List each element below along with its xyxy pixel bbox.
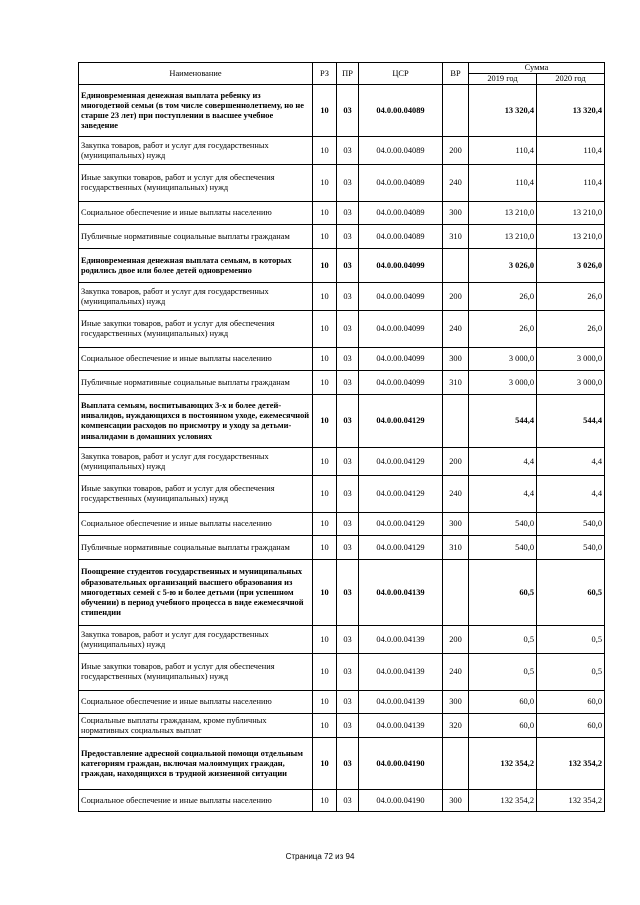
cell-pr: 03 [337, 202, 359, 225]
header-name: Наименование [79, 63, 313, 85]
cell-pr: 03 [337, 85, 359, 137]
cell-2019: 110,4 [469, 165, 537, 202]
cell-vr: 320 [443, 714, 469, 738]
cell-2019: 540,0 [469, 513, 537, 536]
cell-2019: 60,5 [469, 560, 537, 626]
header-pr: ПР [337, 63, 359, 85]
table-row [79, 536, 605, 560]
cell-pr: 03 [337, 790, 359, 812]
cell-2019: 4,4 [469, 476, 537, 513]
cell-2020: 3 000,0 [537, 348, 605, 371]
cell-2020: 13 320,4 [537, 85, 605, 137]
cell-2020: 0,5 [537, 626, 605, 654]
cell-csr: 04.0.00.04089 [359, 225, 443, 249]
cell-2020: 60,0 [537, 714, 605, 738]
cell-csr: 04.0.00.04139 [359, 691, 443, 714]
cell-rz: 10 [313, 560, 337, 626]
cell-name: Единовременная денежная выплата семьям, в которых родились двое или более детей одновременно [79, 249, 313, 283]
cell-pr: 03 [337, 448, 359, 476]
cell-rz: 10 [313, 714, 337, 738]
cell-2020: 132 354,2 [537, 738, 605, 790]
cell-2019: 13 210,0 [469, 225, 537, 249]
cell-vr: 300 [443, 790, 469, 812]
cell-name: Социальное обеспечение и иные выплаты населению [79, 691, 313, 714]
cell-pr: 03 [337, 714, 359, 738]
cell-2019: 3 000,0 [469, 371, 537, 395]
cell-name: Иные закупки товаров, работ и услуг для обеспечения государственных (муниципальных) нужд [79, 165, 313, 202]
cell-pr: 03 [337, 311, 359, 348]
cell-csr: 04.0.00.04129 [359, 536, 443, 560]
page-number: Страница 72 из 94 [285, 852, 355, 861]
cell-rz: 10 [313, 738, 337, 790]
cell-name: Иные закупки товаров, работ и услуг для обеспечения государственных (муниципальных) нужд [79, 311, 313, 348]
table-row [79, 202, 605, 225]
cell-csr: 04.0.00.04089 [359, 85, 443, 137]
cell-csr: 04.0.00.04089 [359, 202, 443, 225]
cell-pr: 03 [337, 348, 359, 371]
cell-rz: 10 [313, 371, 337, 395]
table-row [79, 476, 605, 513]
header-rz: РЗ [313, 63, 337, 85]
table-row [79, 165, 605, 202]
cell-pr: 03 [337, 560, 359, 626]
budget-table [78, 62, 605, 812]
table-row [79, 714, 605, 738]
header-year-2019: 2019 год [469, 74, 537, 85]
cell-vr: 300 [443, 513, 469, 536]
cell-vr [443, 560, 469, 626]
table-row [79, 371, 605, 395]
cell-vr: 240 [443, 165, 469, 202]
cell-rz: 10 [313, 311, 337, 348]
cell-rz: 10 [313, 476, 337, 513]
cell-2020: 132 354,2 [537, 790, 605, 812]
cell-2019: 13 210,0 [469, 202, 537, 225]
cell-2020: 540,0 [537, 536, 605, 560]
cell-2019: 0,5 [469, 654, 537, 691]
cell-2020: 4,4 [537, 448, 605, 476]
table-row [79, 311, 605, 348]
cell-2020: 3 026,0 [537, 249, 605, 283]
cell-csr: 04.0.00.04139 [359, 654, 443, 691]
cell-2020: 26,0 [537, 311, 605, 348]
cell-2019: 544,4 [469, 395, 537, 448]
table-body [79, 85, 605, 812]
cell-2019: 3 026,0 [469, 249, 537, 283]
cell-2020: 13 210,0 [537, 202, 605, 225]
cell-csr: 04.0.00.04139 [359, 714, 443, 738]
cell-pr: 03 [337, 738, 359, 790]
cell-vr [443, 738, 469, 790]
cell-2019: 132 354,2 [469, 790, 537, 812]
table-row [79, 85, 605, 137]
cell-2019: 60,0 [469, 691, 537, 714]
cell-rz: 10 [313, 790, 337, 812]
cell-csr: 04.0.00.04129 [359, 395, 443, 448]
cell-csr: 04.0.00.04139 [359, 626, 443, 654]
cell-pr: 03 [337, 654, 359, 691]
cell-name: Единовременная денежная выплата ребенку из многодетной семьи (в том числе совершеннолетнему, но не старше 23 лет) при поступлении в высшее учебное заведение [79, 85, 313, 137]
cell-vr: 200 [443, 448, 469, 476]
cell-pr: 03 [337, 283, 359, 311]
cell-name: Иные закупки товаров, работ и услуг для обеспечения государственных (муниципальных) нужд [79, 654, 313, 691]
cell-csr: 04.0.00.04089 [359, 165, 443, 202]
cell-vr: 200 [443, 283, 469, 311]
cell-vr: 310 [443, 225, 469, 249]
cell-2020: 3 000,0 [537, 371, 605, 395]
table-row [79, 654, 605, 691]
cell-name: Социальное обеспечение и иные выплаты населению [79, 513, 313, 536]
cell-csr: 04.0.00.04129 [359, 513, 443, 536]
cell-rz: 10 [313, 137, 337, 165]
cell-name: Закупка товаров, работ и услуг для государственных (муниципальных) нужд [79, 448, 313, 476]
cell-2020: 4,4 [537, 476, 605, 513]
cell-rz: 10 [313, 202, 337, 225]
cell-name: Публичные нормативные социальные выплаты гражданам [79, 371, 313, 395]
cell-csr: 04.0.00.04190 [359, 738, 443, 790]
cell-vr: 300 [443, 348, 469, 371]
cell-vr: 240 [443, 476, 469, 513]
cell-pr: 03 [337, 691, 359, 714]
cell-2020: 60,0 [537, 691, 605, 714]
cell-pr: 03 [337, 371, 359, 395]
cell-csr: 04.0.00.04139 [359, 560, 443, 626]
cell-csr: 04.0.00.04129 [359, 476, 443, 513]
table-row [79, 137, 605, 165]
cell-csr: 04.0.00.04099 [359, 283, 443, 311]
cell-csr: 04.0.00.04129 [359, 448, 443, 476]
cell-name: Закупка товаров, работ и услуг для государственных (муниципальных) нужд [79, 137, 313, 165]
cell-pr: 03 [337, 536, 359, 560]
cell-name: Иные закупки товаров, работ и услуг для обеспечения государственных (муниципальных) нужд [79, 476, 313, 513]
table-row [79, 448, 605, 476]
cell-pr: 03 [337, 249, 359, 283]
cell-2019: 540,0 [469, 536, 537, 560]
cell-name: Социальное обеспечение и иные выплаты населению [79, 348, 313, 371]
cell-2019: 26,0 [469, 283, 537, 311]
cell-rz: 10 [313, 513, 337, 536]
cell-2020: 110,4 [537, 137, 605, 165]
table-row [79, 283, 605, 311]
cell-csr: 04.0.00.04099 [359, 249, 443, 283]
cell-name: Социальные выплаты гражданам, кроме публичных нормативных социальных выплат [79, 714, 313, 738]
cell-rz: 10 [313, 448, 337, 476]
table-row [79, 395, 605, 448]
cell-2020: 60,5 [537, 560, 605, 626]
cell-pr: 03 [337, 513, 359, 536]
table-row [79, 225, 605, 249]
cell-2019: 26,0 [469, 311, 537, 348]
cell-rz: 10 [313, 348, 337, 371]
cell-csr: 04.0.00.04099 [359, 371, 443, 395]
cell-pr: 03 [337, 225, 359, 249]
table-row [79, 738, 605, 790]
cell-2020: 544,4 [537, 395, 605, 448]
cell-2019: 0,5 [469, 626, 537, 654]
cell-vr: 240 [443, 311, 469, 348]
cell-rz: 10 [313, 85, 337, 137]
cell-vr: 200 [443, 626, 469, 654]
cell-rz: 10 [313, 536, 337, 560]
cell-vr: 310 [443, 371, 469, 395]
cell-csr: 04.0.00.04190 [359, 790, 443, 812]
cell-2020: 540,0 [537, 513, 605, 536]
cell-pr: 03 [337, 626, 359, 654]
table-row [79, 626, 605, 654]
cell-vr: 300 [443, 202, 469, 225]
cell-vr [443, 85, 469, 137]
cell-name: Публичные нормативные социальные выплаты гражданам [79, 225, 313, 249]
cell-2020: 110,4 [537, 165, 605, 202]
cell-2020: 13 210,0 [537, 225, 605, 249]
cell-2019: 3 000,0 [469, 348, 537, 371]
header-vr: ВР [443, 63, 469, 85]
cell-vr: 310 [443, 536, 469, 560]
cell-vr: 200 [443, 137, 469, 165]
table-row [79, 249, 605, 283]
cell-rz: 10 [313, 654, 337, 691]
cell-rz: 10 [313, 395, 337, 448]
table-row [79, 790, 605, 812]
cell-name: Выплата семьям, воспитывающих 3-х и более детей-инвалидов, нуждающихся в постоянном уходе, ежемесячной компенсации расходов по присмотру и уходу за детьми-инвалидами в домашних условиях [79, 395, 313, 448]
cell-2020: 0,5 [537, 654, 605, 691]
cell-vr: 240 [443, 654, 469, 691]
cell-2019: 132 354,2 [469, 738, 537, 790]
table-row [79, 560, 605, 626]
cell-vr [443, 249, 469, 283]
cell-csr: 04.0.00.04089 [359, 137, 443, 165]
cell-2019: 110,4 [469, 137, 537, 165]
cell-name: Поощрение студентов государственных и муниципальных образовательных организаций высшего образования из многодетных семей с 5-ю и более детьми (при успешном обучении) в период учебного процесса в виде ежемесячной стипендии [79, 560, 313, 626]
cell-pr: 03 [337, 395, 359, 448]
cell-csr: 04.0.00.04099 [359, 311, 443, 348]
cell-pr: 03 [337, 137, 359, 165]
table-row [79, 348, 605, 371]
cell-vr: 300 [443, 691, 469, 714]
cell-rz: 10 [313, 691, 337, 714]
cell-name: Социальное обеспечение и иные выплаты населению [79, 202, 313, 225]
table-row [79, 513, 605, 536]
cell-pr: 03 [337, 476, 359, 513]
cell-rz: 10 [313, 165, 337, 202]
cell-vr [443, 395, 469, 448]
cell-rz: 10 [313, 626, 337, 654]
cell-name: Закупка товаров, работ и услуг для государственных (муниципальных) нужд [79, 626, 313, 654]
cell-rz: 10 [313, 283, 337, 311]
cell-name: Закупка товаров, работ и услуг для государственных (муниципальных) нужд [79, 283, 313, 311]
cell-2019: 13 320,4 [469, 85, 537, 137]
cell-pr: 03 [337, 165, 359, 202]
cell-rz: 10 [313, 249, 337, 283]
header-csr: ЦСР [359, 63, 443, 85]
cell-rz: 10 [313, 225, 337, 249]
cell-2020: 26,0 [537, 283, 605, 311]
cell-name: Социальное обеспечение и иные выплаты населению [79, 790, 313, 812]
cell-2019: 60,0 [469, 714, 537, 738]
header-sum: Сумма [469, 63, 605, 74]
header-year-2020: 2020 год [537, 74, 605, 85]
cell-csr: 04.0.00.04099 [359, 348, 443, 371]
table-row [79, 691, 605, 714]
cell-name: Публичные нормативные социальные выплаты гражданам [79, 536, 313, 560]
cell-2019: 4,4 [469, 448, 537, 476]
cell-name: Предоставление адресной социальной помощи отдельным категориям граждан, включая малоимущих граждан, граждан, находящихся в трудной жизненной ситуации [79, 738, 313, 790]
